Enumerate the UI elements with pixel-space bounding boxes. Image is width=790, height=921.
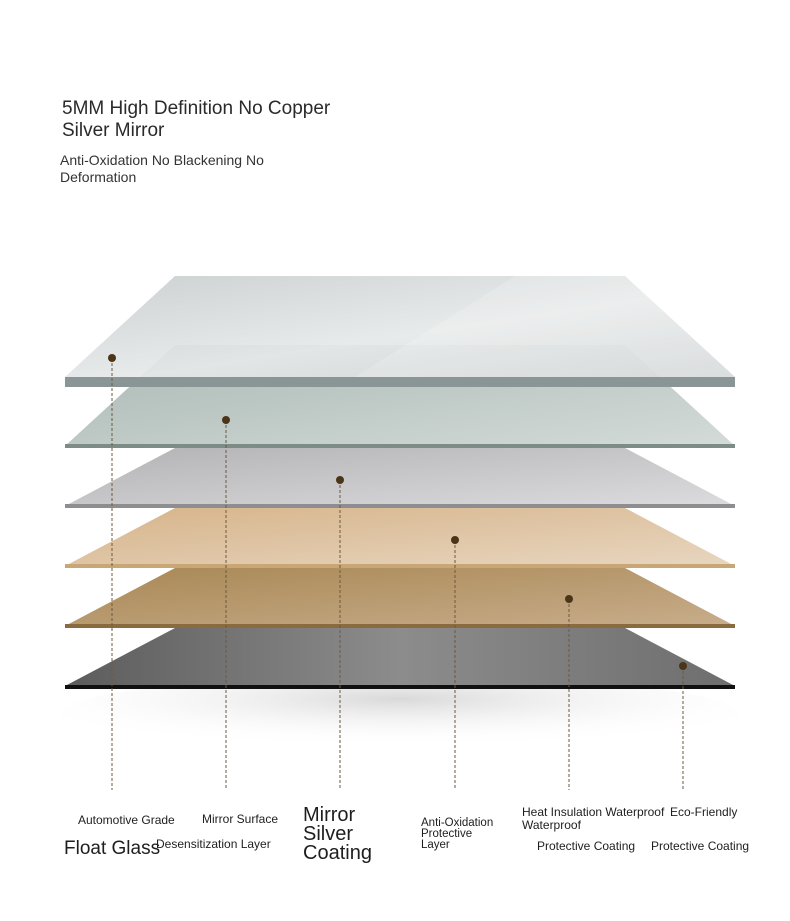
page-title-line-1: 5MM High Definition No Copper: [62, 98, 331, 119]
label-mirror-surface-line1: Mirror Surface: [202, 812, 279, 826]
label-eco-friendly-line1: Eco-Friendly: [670, 805, 738, 819]
dot-anti-oxidation: [451, 536, 459, 544]
label-heat-insulation-line3: Protective Coating: [537, 839, 636, 853]
dot-heat-insulation: [565, 595, 573, 603]
dot-eco-friendly: [679, 662, 687, 670]
label-float-glass-line2: Float Glass: [64, 838, 161, 859]
label-heat-insulation-line1: Heat Insulation Waterproof: [522, 805, 665, 819]
page-title-line-2: Silver Mirror: [62, 120, 165, 141]
subtitle-line-1: Anti-Oxidation No Blackening No: [60, 152, 264, 168]
label-mirror-silver-line2: Silver: [303, 823, 354, 845]
layer-copper-light: [65, 508, 735, 568]
dot-float-glass: [108, 354, 116, 362]
layer-bronze: [65, 568, 735, 628]
label-anti-oxidation-line1: Anti-Oxidation: [421, 817, 494, 829]
label-mirror-silver-line1: Mirror: [303, 804, 356, 826]
subtitle-line-2: Deformation: [60, 169, 137, 185]
layer-dark-backing: [65, 628, 735, 689]
label-mirror-silver-line3: Coating: [303, 842, 372, 864]
label-anti-oxidation-line3: Layer: [421, 839, 450, 851]
layer-silver: [65, 448, 735, 508]
label-anti-oxidation-line2: Protective: [421, 828, 473, 840]
label-eco-friendly-line2: Protective Coating: [651, 839, 750, 853]
label-mirror-surface-line2: Desensitization Layer: [156, 837, 271, 851]
layer-glass-top: [65, 276, 735, 387]
dot-mirror-surface: [222, 416, 230, 424]
dot-mirror-silver: [336, 476, 344, 484]
label-heat-insulation-line2: Waterproof: [522, 818, 581, 832]
label-float-glass-line1: Automotive Grade: [78, 813, 175, 827]
